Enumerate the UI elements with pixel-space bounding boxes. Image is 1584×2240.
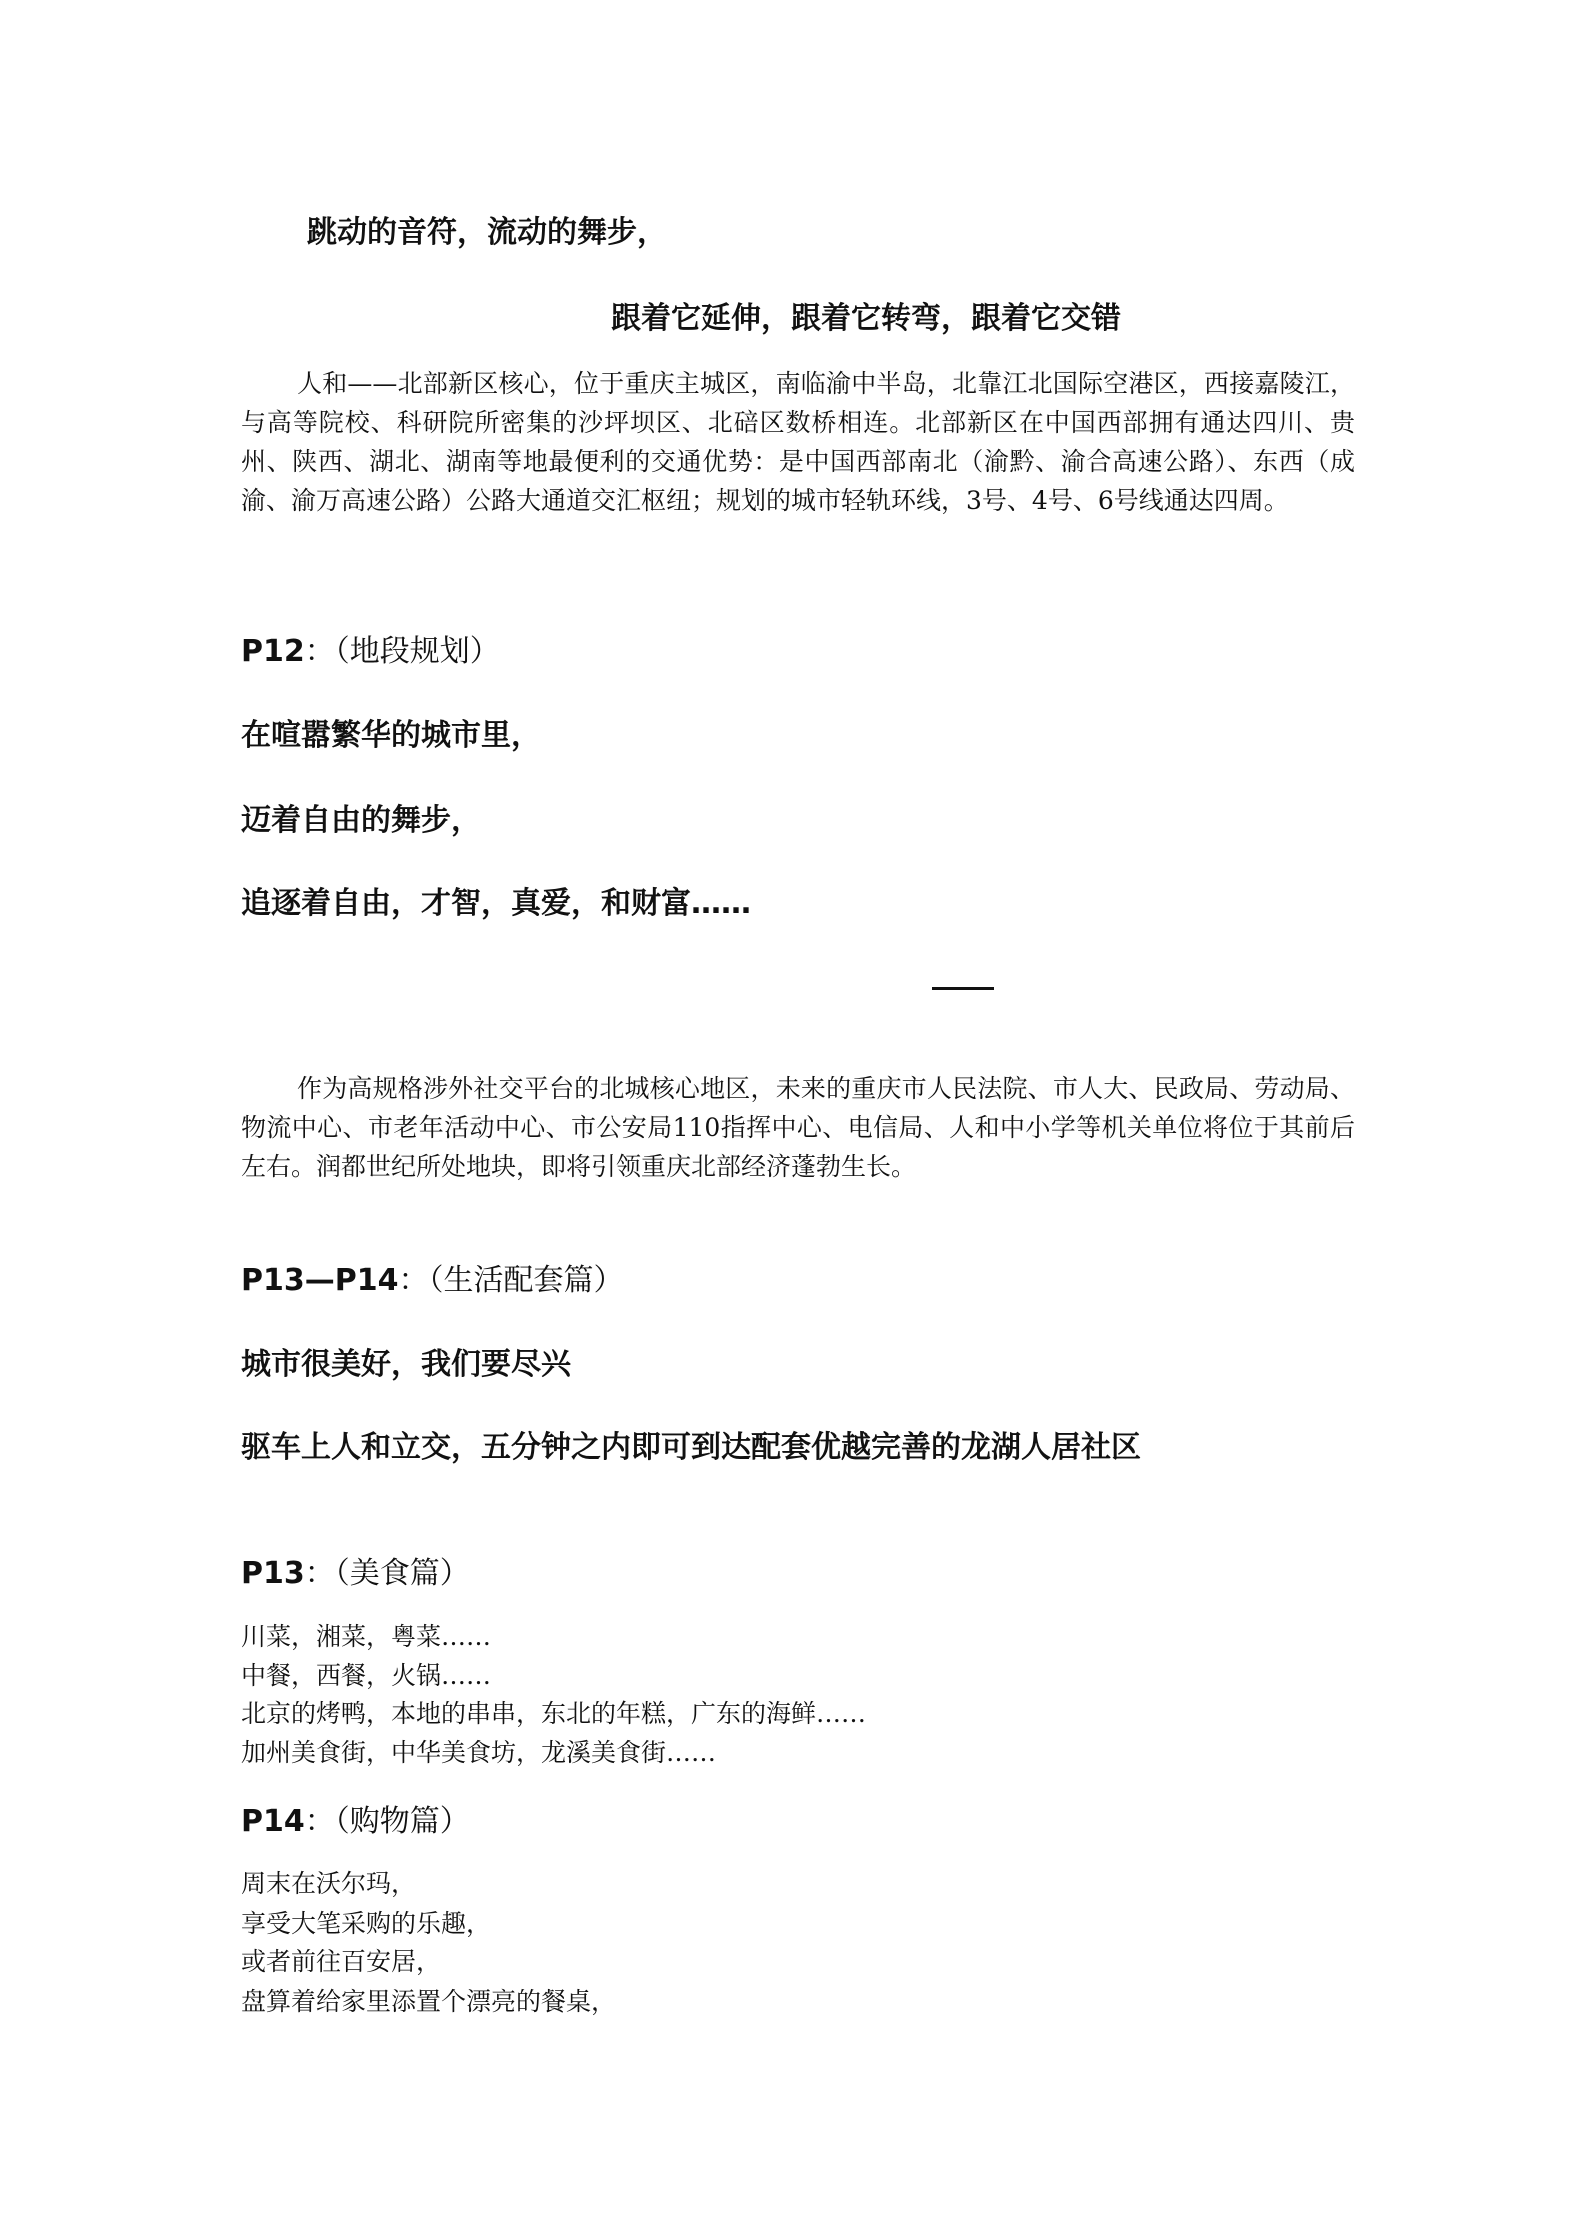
p14-line-4: 盘算着给家里添置个漂亮的餐桌， (241, 1987, 617, 2016)
em-dash (932, 987, 994, 990)
section-code: P13—P14 (241, 1263, 399, 1298)
p12-line-3: 追逐着自由，才智，真爱，和财富…… (241, 886, 751, 921)
section-code: P12 (241, 634, 305, 669)
p13-p14-line-1: 城市很美好，我们要尽兴 (241, 1347, 571, 1382)
p13-line-1: 川菜，湘菜，粤菜…… (241, 1622, 492, 1651)
p14-line-1: 周末在沃尔玛， (241, 1869, 417, 1898)
p12-line-1: 在喧嚣繁华的城市里， (241, 718, 541, 753)
section-title: （地段规划） (334, 634, 500, 669)
section-code: P13 (241, 1556, 305, 1591)
verse-line-1: 跳动的音符，流动的舞步， (307, 215, 667, 250)
heading-colon: ： (398, 1263, 429, 1298)
heading-colon: ： (304, 1804, 335, 1839)
p13-line-2: 中餐，西餐，火锅…… (241, 1661, 492, 1690)
verse-line-2: 跟着它延伸，跟着它转弯，跟着它交错 (611, 301, 1121, 336)
p12-paragraph: 作为高规格涉外社交平台的北城核心地区，未来的重庆市人民法院、市人大、民政局、劳动局、物流中心、市老年活动中心、市公安局110指挥中心、电信局、人和中小学等机关单位将位于其前后左右。润都世纪所处地块，即将引领重庆北部经济蓬勃生长。 (241, 1074, 1355, 1181)
heading-colon: ： (304, 634, 335, 669)
section-heading-p14 (241, 1804, 470, 1839)
section-title: （购物篇） (334, 1804, 470, 1839)
section-heading-p12 (241, 634, 500, 669)
p14-line-2: 享受大笔采购的乐趣， (241, 1909, 492, 1938)
section-heading-p13-p14 (241, 1263, 624, 1298)
p12-line-2: 迈着自由的舞步， (241, 803, 481, 838)
section-title: （生活配套篇） (428, 1263, 624, 1298)
section-heading-p13 (241, 1556, 470, 1591)
p13-p14-line-2: 驱车上人和立交，五分钟之内即可到达配套优越完善的龙湖人居社区 (241, 1430, 1141, 1465)
heading-colon: ： (304, 1556, 335, 1591)
p13-line-3: 北京的烤鸭，本地的串串，东北的年糕，广东的海鲜…… (241, 1699, 867, 1728)
section-code: P14 (241, 1804, 305, 1839)
section-title: （美食篇） (334, 1556, 470, 1591)
p13-line-4: 加州美食街，中华美食坊，龙溪美食街…… (241, 1738, 717, 1767)
location-paragraph: 人和——北部新区核心，位于重庆主城区，南临渝中半岛，北靠江北国际空港区，西接嘉陵江，与高等院校、科研院所密集的沙坪坝区、北碚区数桥相连。北部新区在中国西部拥有通达四川、贵州、陕西、湖北、湖南等地最便利的交通优势：是中国西部南北（渝黔、渝合高速公路）、东西（成渝、渝万高速公路）公路大通道交汇枢纽；规划的城市轻轨环线，3号、4号、6号线通达四周。 (241, 369, 1355, 515)
p14-line-3: 或者前往百安居， (241, 1947, 442, 1976)
